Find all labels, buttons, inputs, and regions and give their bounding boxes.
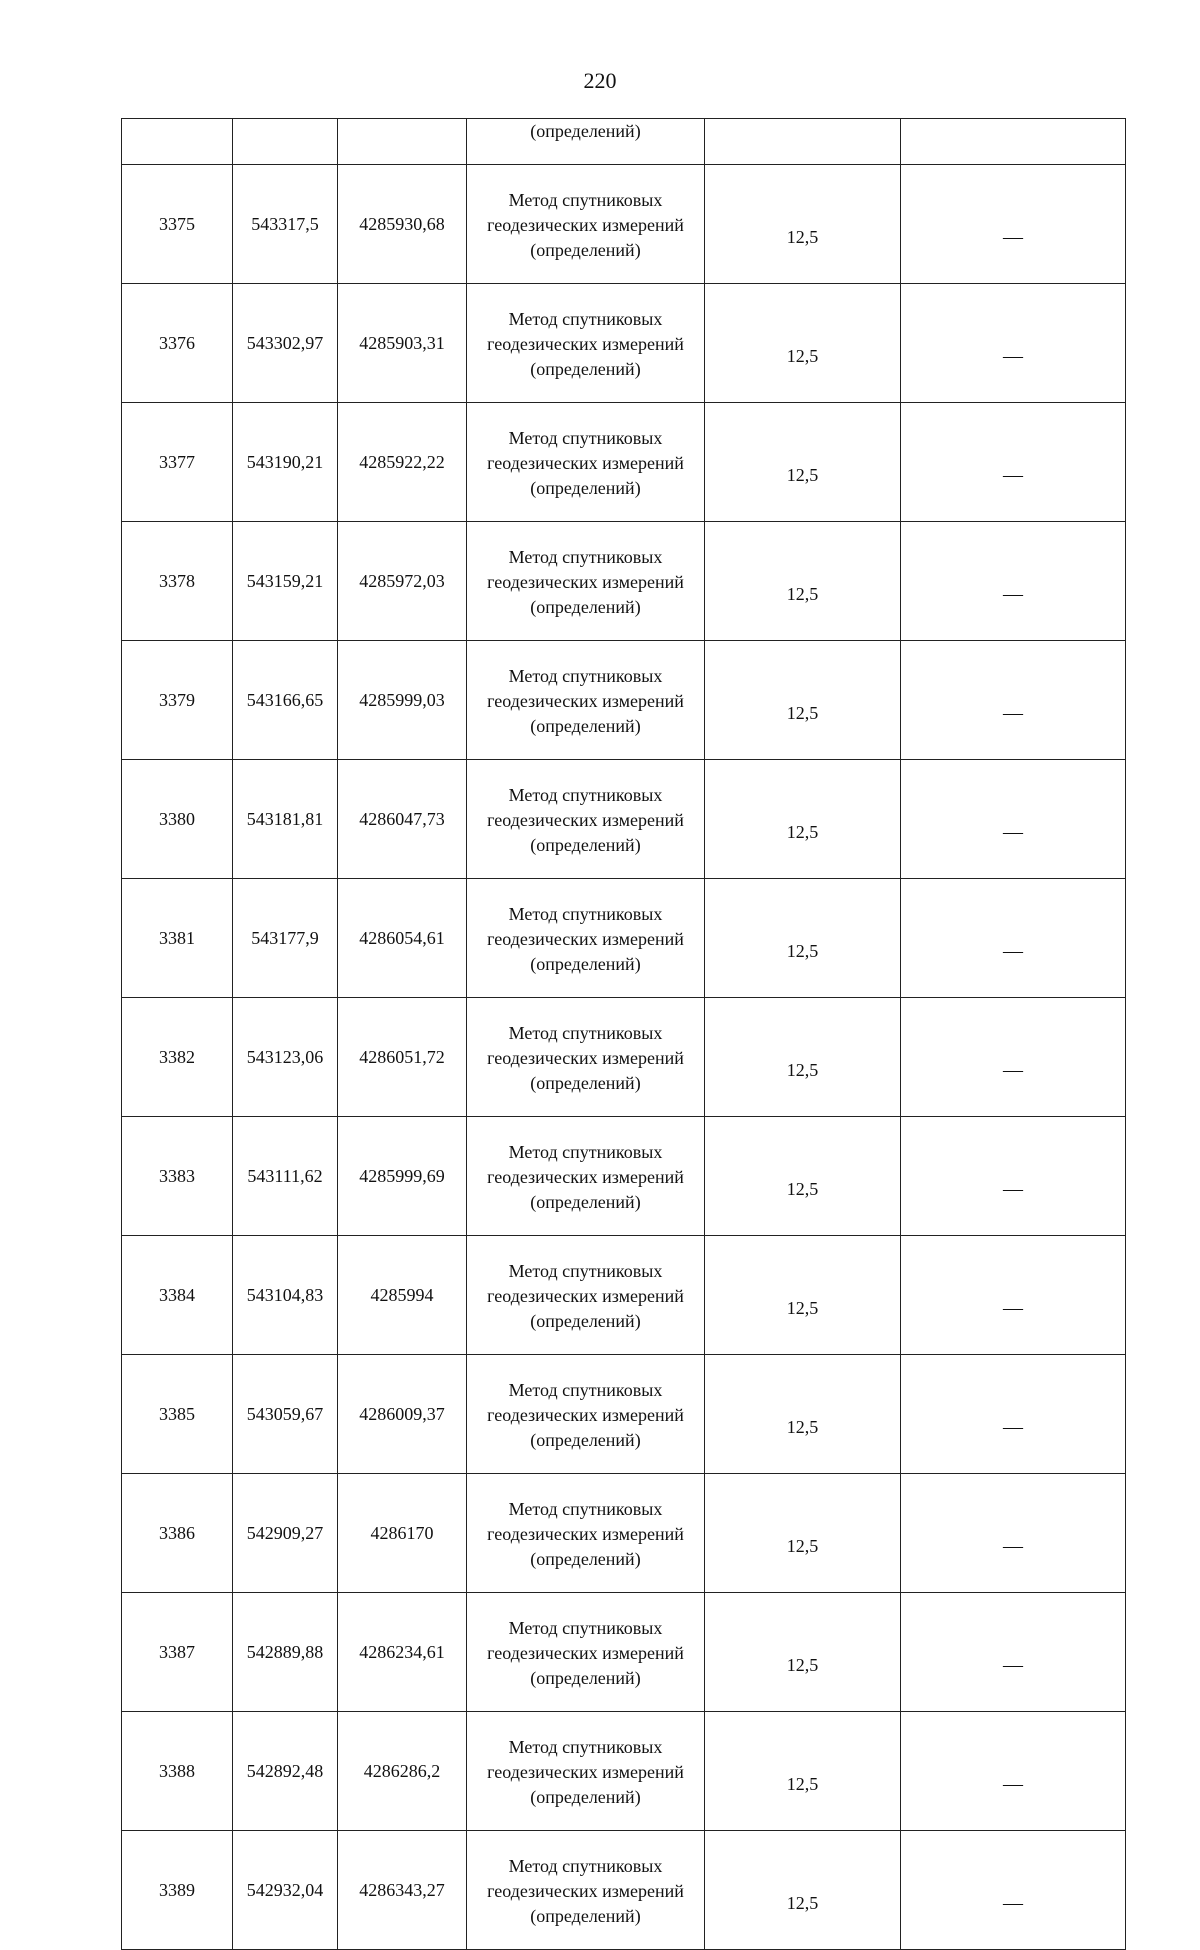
y-coordinate-cell: 4285972,03 — [338, 522, 467, 641]
note-cell: — — [901, 522, 1126, 641]
method-line: Метод спутниковых — [508, 190, 663, 210]
table-row — [122, 403, 1126, 522]
point-number-cell: 3385 — [122, 1355, 233, 1474]
method-cell — [467, 641, 705, 760]
method-line: геодезических измерений — [487, 1643, 684, 1663]
method-cell — [467, 879, 705, 998]
table-row — [122, 760, 1126, 879]
x-coordinate-cell: 543159,21 — [233, 522, 338, 641]
y-coordinate-cell: 4286009,37 — [338, 1355, 467, 1474]
y-coordinate-cell: 4286343,27 — [338, 1831, 467, 1950]
method-line: геодезических измерений — [487, 1524, 684, 1544]
method-line: (определений) — [530, 1430, 641, 1450]
point-number-cell: 3380 — [122, 760, 233, 879]
note-cell: — — [901, 1236, 1126, 1355]
error-cell — [705, 119, 901, 165]
y-coordinate-cell: 4285930,68 — [338, 165, 467, 284]
method-cell — [467, 1831, 705, 1950]
method-line: (определений) — [530, 716, 641, 736]
table-row — [122, 1236, 1126, 1355]
x-coordinate-cell: 542909,27 — [233, 1474, 338, 1593]
method-cell — [467, 522, 705, 641]
note-cell: — — [901, 998, 1126, 1117]
x-coordinate-cell: 542892,48 — [233, 1712, 338, 1831]
x-coordinate-cell: 543302,97 — [233, 284, 338, 403]
note-cell: — — [901, 1831, 1126, 1950]
table-row — [122, 284, 1126, 403]
method-continuation-cell: (определений) — [467, 119, 705, 165]
table-row — [122, 1712, 1126, 1831]
method-line: Метод спутниковых — [508, 666, 663, 686]
point-number-cell: 3377 — [122, 403, 233, 522]
method-line: Метод спутниковых — [508, 309, 663, 329]
method-cell — [467, 1712, 705, 1831]
note-cell: — — [901, 1117, 1126, 1236]
method-cell — [467, 284, 705, 403]
note-cell — [901, 119, 1126, 165]
error-cell: 12,5 — [705, 641, 901, 760]
x-coordinate-cell: 542889,88 — [233, 1593, 338, 1712]
method-cell — [467, 760, 705, 879]
y-coordinate-cell: 4285999,03 — [338, 641, 467, 760]
method-line: Метод спутниковых — [508, 547, 663, 567]
point-number-cell: 3381 — [122, 879, 233, 998]
table-row — [122, 1355, 1126, 1474]
y-coordinate-cell: 4286234,61 — [338, 1593, 467, 1712]
method-cell — [467, 1236, 705, 1355]
method-line: (определений) — [530, 359, 641, 379]
y-coordinate-cell: 4285994 — [338, 1236, 467, 1355]
method-line: Метод спутниковых — [508, 904, 663, 924]
error-cell: 12,5 — [705, 879, 901, 998]
method-line: геодезических измерений — [487, 1881, 684, 1901]
note-cell: — — [901, 1593, 1126, 1712]
method-line: геодезических измерений — [487, 929, 684, 949]
method-line: геодезических измерений — [487, 453, 684, 473]
method-line: геодезических измерений — [487, 215, 684, 235]
table-row — [122, 641, 1126, 760]
y-coordinate-cell: 4286051,72 — [338, 998, 467, 1117]
x-coordinate-cell: 543190,21 — [233, 403, 338, 522]
method-cell — [467, 998, 705, 1117]
point-number-cell: 3387 — [122, 1593, 233, 1712]
error-cell: 12,5 — [705, 1355, 901, 1474]
error-cell: 12,5 — [705, 1831, 901, 1950]
error-cell: 12,5 — [705, 403, 901, 522]
method-cell — [467, 1355, 705, 1474]
method-line: Метод спутниковых — [508, 1618, 663, 1638]
method-line: (определений) — [530, 835, 641, 855]
table-row — [122, 1831, 1126, 1950]
method-line: геодезических измерений — [487, 1048, 684, 1068]
table-row — [122, 1474, 1126, 1593]
y-coordinate-cell: 4286047,73 — [338, 760, 467, 879]
x-coordinate-cell: 543123,06 — [233, 998, 338, 1117]
point-number-cell: 3386 — [122, 1474, 233, 1593]
method-cell — [467, 165, 705, 284]
method-line: Метод спутниковых — [508, 1499, 663, 1519]
point-number-cell: 3379 — [122, 641, 233, 760]
y-coordinate-cell — [338, 119, 467, 165]
point-number-cell: 3375 — [122, 165, 233, 284]
error-cell: 12,5 — [705, 1236, 901, 1355]
method-line: Метод спутниковых — [508, 1261, 663, 1281]
error-cell: 12,5 — [705, 1474, 901, 1593]
method-line: геодезических измерений — [487, 691, 684, 711]
note-cell: — — [901, 284, 1126, 403]
method-line: геодезических измерений — [487, 572, 684, 592]
y-coordinate-cell: 4286286,2 — [338, 1712, 467, 1831]
error-cell: 12,5 — [705, 1712, 901, 1831]
method-line: (определений) — [530, 1906, 641, 1926]
page-number: 220 — [583, 68, 617, 93]
continuation-row — [122, 119, 1126, 165]
method-line: геодезических измерений — [487, 334, 684, 354]
method-line: Метод спутниковых — [508, 785, 663, 805]
method-cell — [467, 1593, 705, 1712]
note-cell: — — [901, 1474, 1126, 1593]
method-line: (определений) — [530, 478, 641, 498]
x-coordinate-cell: 543166,65 — [233, 641, 338, 760]
note-cell: — — [901, 165, 1126, 284]
method-line: геодезических измерений — [487, 1167, 684, 1187]
error-cell: 12,5 — [705, 760, 901, 879]
table-row — [122, 879, 1126, 998]
y-coordinate-cell: 4286170 — [338, 1474, 467, 1593]
method-line: (определений) — [530, 240, 641, 260]
x-coordinate-cell: 543177,9 — [233, 879, 338, 998]
method-line: Метод спутниковых — [508, 1856, 663, 1876]
x-coordinate-cell: 543181,81 — [233, 760, 338, 879]
method-line: (определений) — [530, 1192, 641, 1212]
point-number-cell: 3378 — [122, 522, 233, 641]
point-number-cell: 3389 — [122, 1831, 233, 1950]
error-cell: 12,5 — [705, 998, 901, 1117]
method-line: геодезических измерений — [487, 810, 684, 830]
table-row — [122, 1593, 1126, 1712]
error-cell: 12,5 — [705, 165, 901, 284]
table-row — [122, 998, 1126, 1117]
note-cell: — — [901, 403, 1126, 522]
table-row — [122, 1117, 1126, 1236]
method-line: (определений) — [530, 1668, 641, 1688]
point-number-cell — [122, 119, 233, 165]
x-coordinate-cell: 543317,5 — [233, 165, 338, 284]
point-number-cell: 3376 — [122, 284, 233, 403]
point-number-cell: 3384 — [122, 1236, 233, 1355]
x-coordinate-cell: 543059,67 — [233, 1355, 338, 1474]
method-cell — [467, 403, 705, 522]
coordinates-table — [121, 118, 1126, 1950]
note-cell: — — [901, 879, 1126, 998]
x-coordinate-cell: 542932,04 — [233, 1831, 338, 1950]
table-row — [122, 522, 1126, 641]
note-cell: — — [901, 1712, 1126, 1831]
error-cell: 12,5 — [705, 522, 901, 641]
y-coordinate-cell: 4285922,22 — [338, 403, 467, 522]
y-coordinate-cell: 4286054,61 — [338, 879, 467, 998]
method-line: геодезических измерений — [487, 1286, 684, 1306]
note-cell: — — [901, 641, 1126, 760]
method-line: (определений) — [530, 1073, 641, 1093]
note-cell: — — [901, 760, 1126, 879]
method-line: (определений) — [530, 1311, 641, 1331]
table-row — [122, 165, 1126, 284]
method-line: Метод спутниковых — [508, 1380, 663, 1400]
method-line: (определений) — [530, 954, 641, 974]
x-coordinate-cell — [233, 119, 338, 165]
method-line: Метод спутниковых — [508, 1023, 663, 1043]
point-number-cell: 3388 — [122, 1712, 233, 1831]
method-cell — [467, 1474, 705, 1593]
method-line: (определений) — [530, 1549, 641, 1569]
method-line: (определений) — [530, 597, 641, 617]
method-line: геодезических измерений — [487, 1762, 684, 1782]
note-cell: — — [901, 1355, 1126, 1474]
method-line: Метод спутниковых — [508, 1142, 663, 1162]
method-line: геодезических измерений — [487, 1405, 684, 1425]
error-cell: 12,5 — [705, 1593, 901, 1712]
method-line: Метод спутниковых — [508, 1737, 663, 1757]
y-coordinate-cell: 4285999,69 — [338, 1117, 467, 1236]
x-coordinate-cell: 543104,83 — [233, 1236, 338, 1355]
x-coordinate-cell: 543111,62 — [233, 1117, 338, 1236]
method-cell — [467, 1117, 705, 1236]
method-line: Метод спутниковых — [508, 428, 663, 448]
table-body — [122, 119, 1126, 1950]
point-number-cell: 3383 — [122, 1117, 233, 1236]
error-cell: 12,5 — [705, 284, 901, 403]
error-cell: 12,5 — [705, 1117, 901, 1236]
y-coordinate-cell: 4285903,31 — [338, 284, 467, 403]
method-line: (определений) — [530, 1787, 641, 1807]
point-number-cell: 3382 — [122, 998, 233, 1117]
